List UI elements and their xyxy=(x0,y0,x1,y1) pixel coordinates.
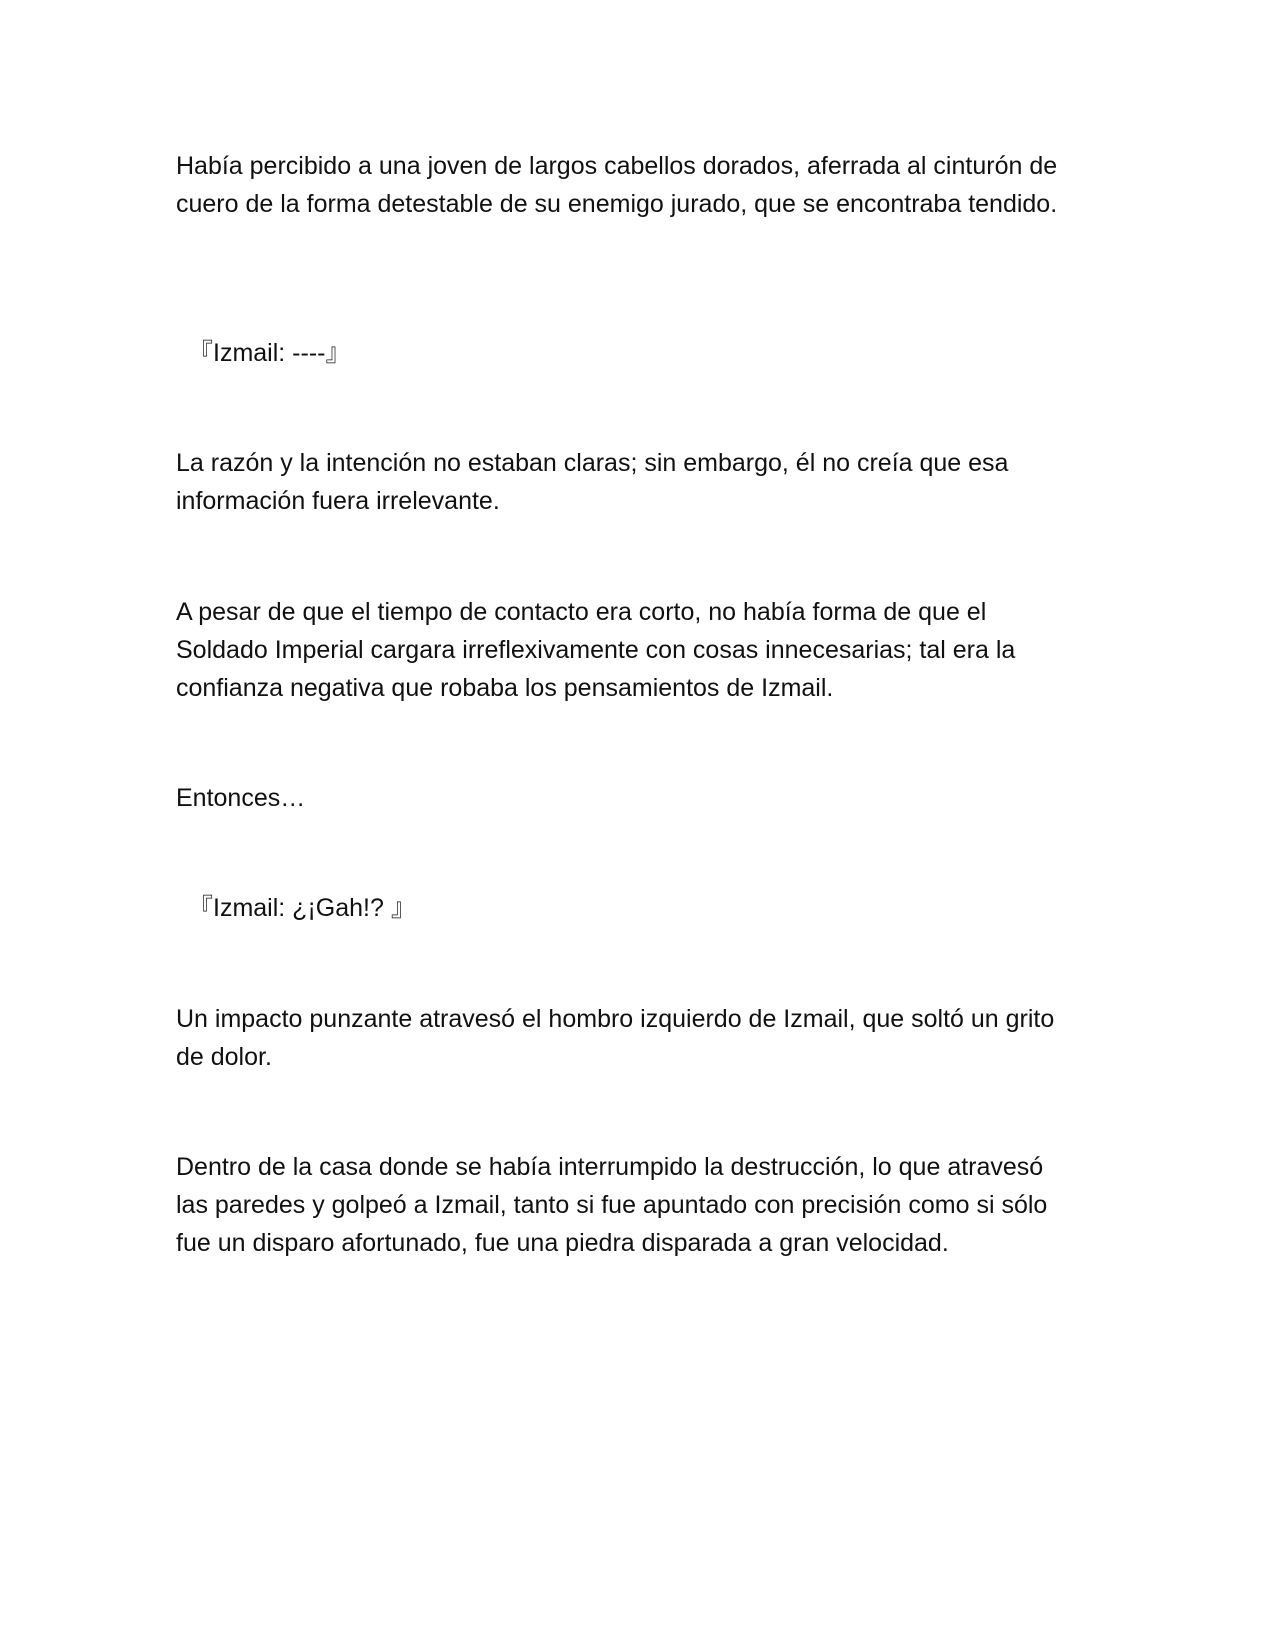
paragraph-2: La razón y la intención no estaban claras; sin embargo, él no creía que esa información fuera irrelevante. xyxy=(176,449,1009,515)
paragraph-4: Entonces… xyxy=(176,784,306,812)
dialogue-line-1: 『Izmail: ----』 xyxy=(188,339,351,367)
paragraph-1: Había percibido a una joven de largos cabellos dorados, aferrada al cinturón de cuero de la forma detestable de su enemigo jurado, que se encontraba tendido. xyxy=(176,152,1058,218)
dialogue-line-2: 『Izmail: ¿¡Gah!? 』 xyxy=(188,894,416,922)
paragraph-5: Un impacto punzante atravesó el hombro izquierdo de Izmail, que soltó un grito de dolor. xyxy=(176,1005,1055,1071)
paragraph-3: A pesar de que el tiempo de contacto era corto, no había forma de que el Soldado Imperial cargara irreflexivamente con cosas innecesarias; tal era la confianza negativa que robaba los pensamientos de Izmail. xyxy=(176,598,1016,702)
paragraph-6: Dentro de la casa donde se había interrumpido la destrucción, lo que atravesó las paredes y golpeó a Izmail, tanto si fue apuntado con precisión como si sólo fue un disparo afortunado, fue una piedra disparada a gran velocidad. xyxy=(176,1153,1048,1257)
